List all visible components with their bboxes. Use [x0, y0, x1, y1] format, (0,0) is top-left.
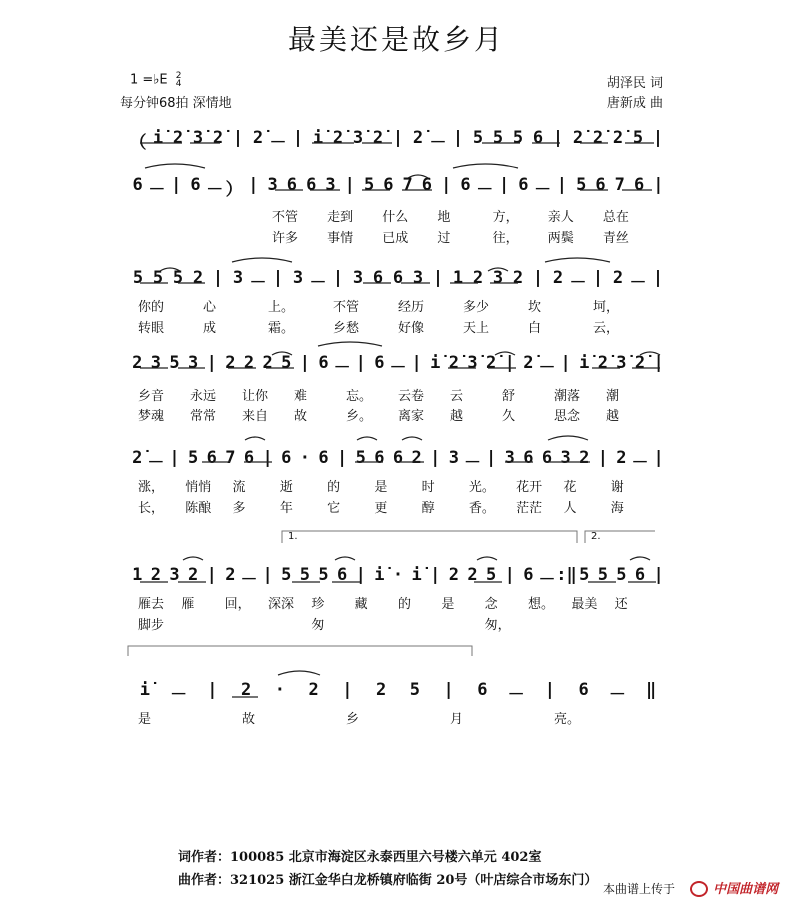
lyric-word: 多少: [463, 300, 490, 315]
lyric-word: 陈酿: [185, 501, 212, 516]
lyric-word: 还: [614, 597, 628, 612]
note: －: [170, 685, 188, 705]
barline: |: [653, 175, 664, 195]
note: 2̇: [523, 353, 534, 373]
lyric-word: 让你: [242, 389, 269, 404]
note: 5: [281, 353, 292, 373]
note: 6: [374, 448, 385, 468]
note: －: [240, 570, 258, 590]
lyric-word: 乡愁: [333, 321, 360, 336]
note: 6: [460, 175, 471, 195]
lyric-word: 往，: [492, 231, 519, 246]
lyric-word: 转眼: [138, 321, 165, 336]
note: 5: [152, 268, 164, 288]
note: 2: [512, 268, 524, 288]
lyric-word: 什么: [382, 210, 409, 225]
note: 2: [376, 680, 387, 700]
barline: |: [653, 448, 664, 468]
lyric-word: 心: [203, 300, 217, 315]
lyric-word: 海: [610, 501, 624, 516]
note: 2: [225, 353, 236, 373]
note: 2̇: [572, 128, 584, 148]
lyric-word: 的: [327, 480, 341, 495]
note: 5: [172, 268, 184, 288]
note: i̇: [579, 353, 590, 373]
note: －: [249, 273, 267, 293]
note: 2̇: [132, 448, 143, 468]
note: 3: [169, 565, 180, 585]
barline: :‖: [556, 565, 577, 585]
note: 6: [532, 128, 544, 148]
note: －: [429, 133, 447, 153]
note: 1: [452, 268, 464, 288]
barline: |: [207, 680, 218, 700]
lyric-word: 最美: [571, 597, 598, 612]
lyric-word: 舒: [502, 389, 516, 404]
note: 6: [281, 448, 292, 468]
composer-credit: 唐新成 曲: [606, 96, 663, 111]
site-logo[interactable]: [690, 878, 778, 897]
lyric-word: 深深: [268, 597, 295, 612]
note: i̇: [430, 353, 441, 373]
lyric-word: 乡: [346, 712, 360, 727]
lyric-word: 云卷: [398, 389, 425, 404]
barline: |: [653, 353, 664, 373]
lyric-word: 来自: [242, 409, 269, 424]
lyric-word: 霜。: [268, 321, 295, 336]
lyric-word: 离家: [398, 409, 425, 424]
note: 2: [262, 353, 273, 373]
note: 2̇: [597, 353, 608, 373]
barline: |: [169, 448, 180, 468]
lyric-word: 坎: [528, 300, 542, 315]
note: 6: [578, 680, 589, 700]
lyric-word: 永远: [190, 389, 217, 404]
note: 5: [579, 565, 590, 585]
lyric-word: 多: [232, 501, 246, 516]
lyric-word: 回，: [224, 597, 251, 612]
note: 3̇: [352, 128, 364, 148]
note: 5: [132, 268, 144, 288]
note: 3: [352, 268, 364, 288]
note: ）: [225, 180, 243, 200]
barline: |: [262, 448, 273, 468]
note: 2: [552, 268, 564, 288]
lyric-word: 脚步: [138, 618, 165, 633]
barline: |: [171, 175, 182, 195]
barline: |: [248, 175, 259, 195]
note: 2̇: [332, 128, 344, 148]
barline: |: [544, 680, 555, 700]
note: i̇: [411, 565, 422, 585]
note: 6: [518, 175, 529, 195]
note: 6: [372, 268, 384, 288]
note: 3̇: [192, 128, 204, 148]
lyric-word: 不管: [333, 300, 360, 315]
lyric-word: 年: [279, 501, 293, 516]
lyric-word: 坷，: [593, 300, 620, 315]
note: 6: [374, 353, 385, 373]
lyric-word: 越: [450, 409, 464, 424]
note: －: [631, 453, 649, 473]
lyric-word: 常常: [190, 409, 217, 424]
lyric-word: 茫茫: [516, 501, 543, 516]
note: 5: [472, 128, 484, 148]
note: 5: [632, 128, 644, 148]
barline: |: [411, 353, 422, 373]
note: 6: [336, 565, 348, 585]
lyric-word: 天上: [463, 321, 490, 336]
barline: |: [504, 353, 515, 373]
lyric-word: 雁去: [138, 597, 165, 612]
note: －: [147, 453, 165, 473]
note: 2: [448, 565, 459, 585]
note: 6: [190, 175, 201, 195]
lyric-word: 潮: [606, 389, 620, 404]
lyric-word: 故: [294, 409, 308, 424]
note: 3: [267, 175, 278, 195]
note: 3: [504, 448, 515, 468]
lyric-word: 上。: [268, 300, 295, 315]
lyric-word: 念: [484, 597, 498, 612]
lyric-word: 花开: [516, 480, 543, 495]
barline: |: [653, 565, 664, 585]
note: －: [206, 180, 224, 200]
lyric-word: 你的: [138, 300, 165, 315]
lyric-word: 雁: [181, 597, 195, 612]
lyric-word: 亲人: [547, 210, 574, 225]
barline: |: [206, 565, 217, 585]
note: 2: [612, 268, 624, 288]
lyric-word: 匆: [311, 618, 325, 633]
note: 3: [188, 353, 199, 373]
lyric-word: 乡。: [346, 409, 373, 424]
lyric-word: 是: [138, 712, 152, 727]
note: 2: [150, 565, 162, 585]
lyric-word: 匆，: [484, 618, 511, 633]
lyric-word: 月: [450, 712, 464, 727]
note: －: [148, 180, 166, 200]
note: 5: [485, 565, 497, 585]
note: 2̇: [612, 128, 624, 148]
lyric-word: 藏: [354, 597, 368, 612]
lyricist-address: 词作者：100085 北京市海淀区永泰西里六号楼六单元 402室: [178, 850, 542, 865]
note: 6: [633, 175, 645, 195]
note: 6: [392, 268, 404, 288]
barline: |: [597, 448, 608, 468]
note: 5: [355, 448, 366, 468]
note: 6: [383, 175, 394, 195]
barline: |: [532, 268, 544, 288]
note: －: [538, 358, 556, 378]
note: 5: [576, 175, 587, 195]
note: 3: [325, 175, 336, 195]
lyric-word: 香。: [468, 501, 495, 516]
lyric-word: 想。: [528, 597, 555, 612]
note: 2: [472, 268, 484, 288]
note: 6: [306, 175, 317, 195]
note: 2: [132, 353, 143, 373]
note: 2: [616, 448, 627, 468]
lyric-word: 更: [374, 501, 388, 516]
barline: |: [430, 448, 441, 468]
lyric-word: 流: [232, 480, 246, 495]
note: －: [389, 358, 407, 378]
note: 6: [523, 448, 534, 468]
note: 5: [281, 565, 292, 585]
note: 3: [292, 268, 304, 288]
upload-note: 本曲谱上传于: [603, 882, 676, 896]
barline: |: [299, 353, 310, 373]
note: 5: [597, 565, 608, 585]
lyric-word: 涨，: [138, 480, 165, 495]
note: ·: [299, 448, 310, 468]
note: 2: [467, 565, 478, 585]
note: 6: [421, 175, 433, 195]
note: 5: [512, 128, 524, 148]
note: 6: [477, 680, 488, 700]
barline: |: [342, 680, 353, 700]
lyric-word: 好像: [398, 321, 425, 336]
barline: |: [485, 448, 497, 468]
note: 7: [225, 448, 236, 468]
note: －: [507, 685, 525, 705]
barline: ‖: [646, 680, 657, 700]
composer-address: 曲作者：321025 浙江金华白龙桥镇府临街 20号（叶店综合市场东门）: [178, 873, 598, 888]
note: 7: [614, 175, 625, 195]
barline: |: [212, 268, 224, 288]
note: i̇: [312, 128, 324, 148]
lyric-word: 已成: [382, 231, 409, 246]
note: 3: [492, 268, 504, 288]
note: －: [476, 180, 494, 200]
note: 2: [225, 565, 236, 585]
barline: |: [430, 565, 441, 585]
lyric-word: 青丝: [602, 231, 629, 246]
note: －: [538, 570, 556, 590]
barline: |: [332, 268, 344, 288]
lyric-word: 过: [437, 231, 451, 246]
lyric-word: 悄悄: [185, 480, 212, 495]
lyric-word: 云，: [593, 321, 620, 336]
lyric-word: 乡音: [138, 389, 165, 404]
note: 5: [318, 565, 329, 585]
lyric-word: 故: [242, 712, 256, 727]
lyric-word: 是: [374, 480, 388, 495]
barline: |: [498, 175, 510, 195]
lyric-word: 长，: [138, 501, 165, 516]
note: 6: [392, 448, 404, 468]
site-logo-text: 中国曲谱网: [713, 882, 779, 897]
lyric-word: 地: [437, 210, 451, 225]
lyric-word: 醇: [421, 501, 435, 516]
note: i̇: [139, 680, 150, 700]
note: i̇: [152, 128, 164, 148]
note: 5: [299, 565, 310, 585]
lyric-word: 人: [563, 501, 577, 516]
barline: |: [592, 268, 604, 288]
barline: |: [443, 680, 454, 700]
lyric-word: 亮。: [554, 712, 581, 727]
note: 2̇: [485, 353, 497, 373]
barline: |: [392, 128, 404, 148]
lyric-word: 云: [450, 389, 464, 404]
volta-label: 2.: [591, 531, 601, 542]
note: －: [608, 685, 626, 705]
note: 6: [206, 448, 217, 468]
lyric-word: 谢: [610, 480, 624, 495]
barline: |: [355, 353, 366, 373]
note: －: [463, 453, 481, 473]
note: －: [269, 133, 287, 153]
lyric-word: 思念: [554, 409, 581, 424]
barline: |: [432, 268, 444, 288]
note: 3̇: [616, 353, 627, 373]
lyric-word: 总在: [602, 210, 629, 225]
note: 1: [132, 565, 143, 585]
barline: |: [336, 448, 348, 468]
note: 3̇: [467, 353, 478, 373]
note: 6: [318, 448, 329, 468]
note: ·: [274, 680, 285, 700]
lyric-word: 越: [606, 409, 620, 424]
lyric-word: 经历: [398, 300, 425, 315]
lyric-word: 走到: [327, 210, 354, 225]
barline: |: [344, 175, 355, 195]
note: 6: [132, 175, 143, 195]
lyric-word: 光。: [468, 480, 495, 495]
note: 3: [232, 268, 244, 288]
barline: |: [452, 128, 464, 148]
note: ·: [392, 565, 404, 585]
barline: |: [262, 565, 273, 585]
lyric-word: 花: [563, 480, 577, 495]
note: 6: [286, 175, 298, 195]
key-signature-text: 1 =♭E: [130, 72, 168, 88]
note: 3: [448, 448, 459, 468]
lyric-word: 白: [528, 321, 542, 336]
lyric-word: 梦魂: [138, 409, 165, 424]
note: 3: [412, 268, 424, 288]
barline: |: [552, 128, 564, 148]
note: 2: [579, 448, 590, 468]
barline: |: [504, 565, 515, 585]
note: 5: [616, 565, 627, 585]
note: 6: [634, 565, 646, 585]
note: （: [129, 133, 147, 153]
note: 2̇: [372, 128, 384, 148]
lyric-word: 许多: [272, 231, 299, 246]
note: 5: [409, 680, 420, 700]
lyric-word: 的: [398, 597, 412, 612]
note: －: [629, 273, 647, 293]
lyric-word: 珍: [311, 597, 325, 612]
time-signature-top: 2: [175, 71, 182, 81]
site-logo-icon: [690, 881, 708, 897]
barline: |: [232, 128, 244, 148]
barline: |: [355, 565, 366, 585]
note: －: [534, 180, 552, 200]
lyric-word: 潮落: [554, 389, 581, 404]
note: 6: [523, 565, 534, 585]
time-signature-bottom: 4: [175, 79, 182, 89]
note: 2̇: [592, 128, 604, 148]
lyric-word: 成: [203, 321, 217, 336]
note: 6: [541, 448, 553, 468]
note: 2: [411, 448, 422, 468]
lyric-word: 久: [502, 409, 516, 424]
barline: |: [652, 268, 664, 288]
lyricist-credit: 胡泽民 词: [606, 76, 663, 91]
note: 3: [560, 448, 571, 468]
lyric-word: 事情: [327, 231, 354, 246]
lyric-word: 逝: [279, 480, 293, 495]
lyric-word: 两鬓: [547, 231, 574, 246]
note: 2: [188, 565, 199, 585]
note: 5: [363, 175, 375, 195]
barline: |: [292, 128, 304, 148]
note: i̇: [374, 565, 385, 585]
note: 2̇: [412, 128, 424, 148]
note: －: [333, 358, 351, 378]
lyric-word: 时: [421, 480, 435, 495]
note: 2̇: [212, 128, 224, 148]
barline: |: [652, 128, 664, 148]
lyric-word: 不管: [272, 210, 299, 225]
note: 2̇: [634, 353, 646, 373]
note: －: [569, 273, 587, 293]
note: 2̇: [252, 128, 264, 148]
note: 5: [492, 128, 504, 148]
note: 6: [595, 175, 606, 195]
note: 5: [169, 353, 180, 373]
lyric-word: 难: [294, 389, 308, 404]
note: 2̇: [172, 128, 184, 148]
tempo-marking: 每分钟68拍 深情地: [120, 96, 232, 111]
lyric-word: 是: [441, 597, 455, 612]
note: 2: [308, 680, 319, 700]
lyric-word: 它: [327, 501, 341, 516]
note: 6: [318, 353, 329, 373]
note: 6: [243, 448, 255, 468]
barline: |: [441, 175, 452, 195]
note: －: [309, 273, 327, 293]
note: 2: [192, 268, 204, 288]
volta-label: 1.: [288, 531, 298, 542]
note: 2: [243, 353, 255, 373]
song-title: 最美还是故乡月: [287, 23, 505, 56]
note: 2̇: [448, 353, 459, 373]
barline: |: [272, 268, 284, 288]
lyric-word: 方，: [492, 210, 519, 225]
note: 5: [188, 448, 199, 468]
note: 7: [402, 175, 413, 195]
barline: |: [560, 353, 571, 373]
barline: |: [206, 353, 217, 373]
barline: |: [556, 175, 568, 195]
lyric-word: 忘。: [346, 389, 373, 404]
note: 2: [241, 680, 252, 700]
note: 3: [150, 353, 162, 373]
